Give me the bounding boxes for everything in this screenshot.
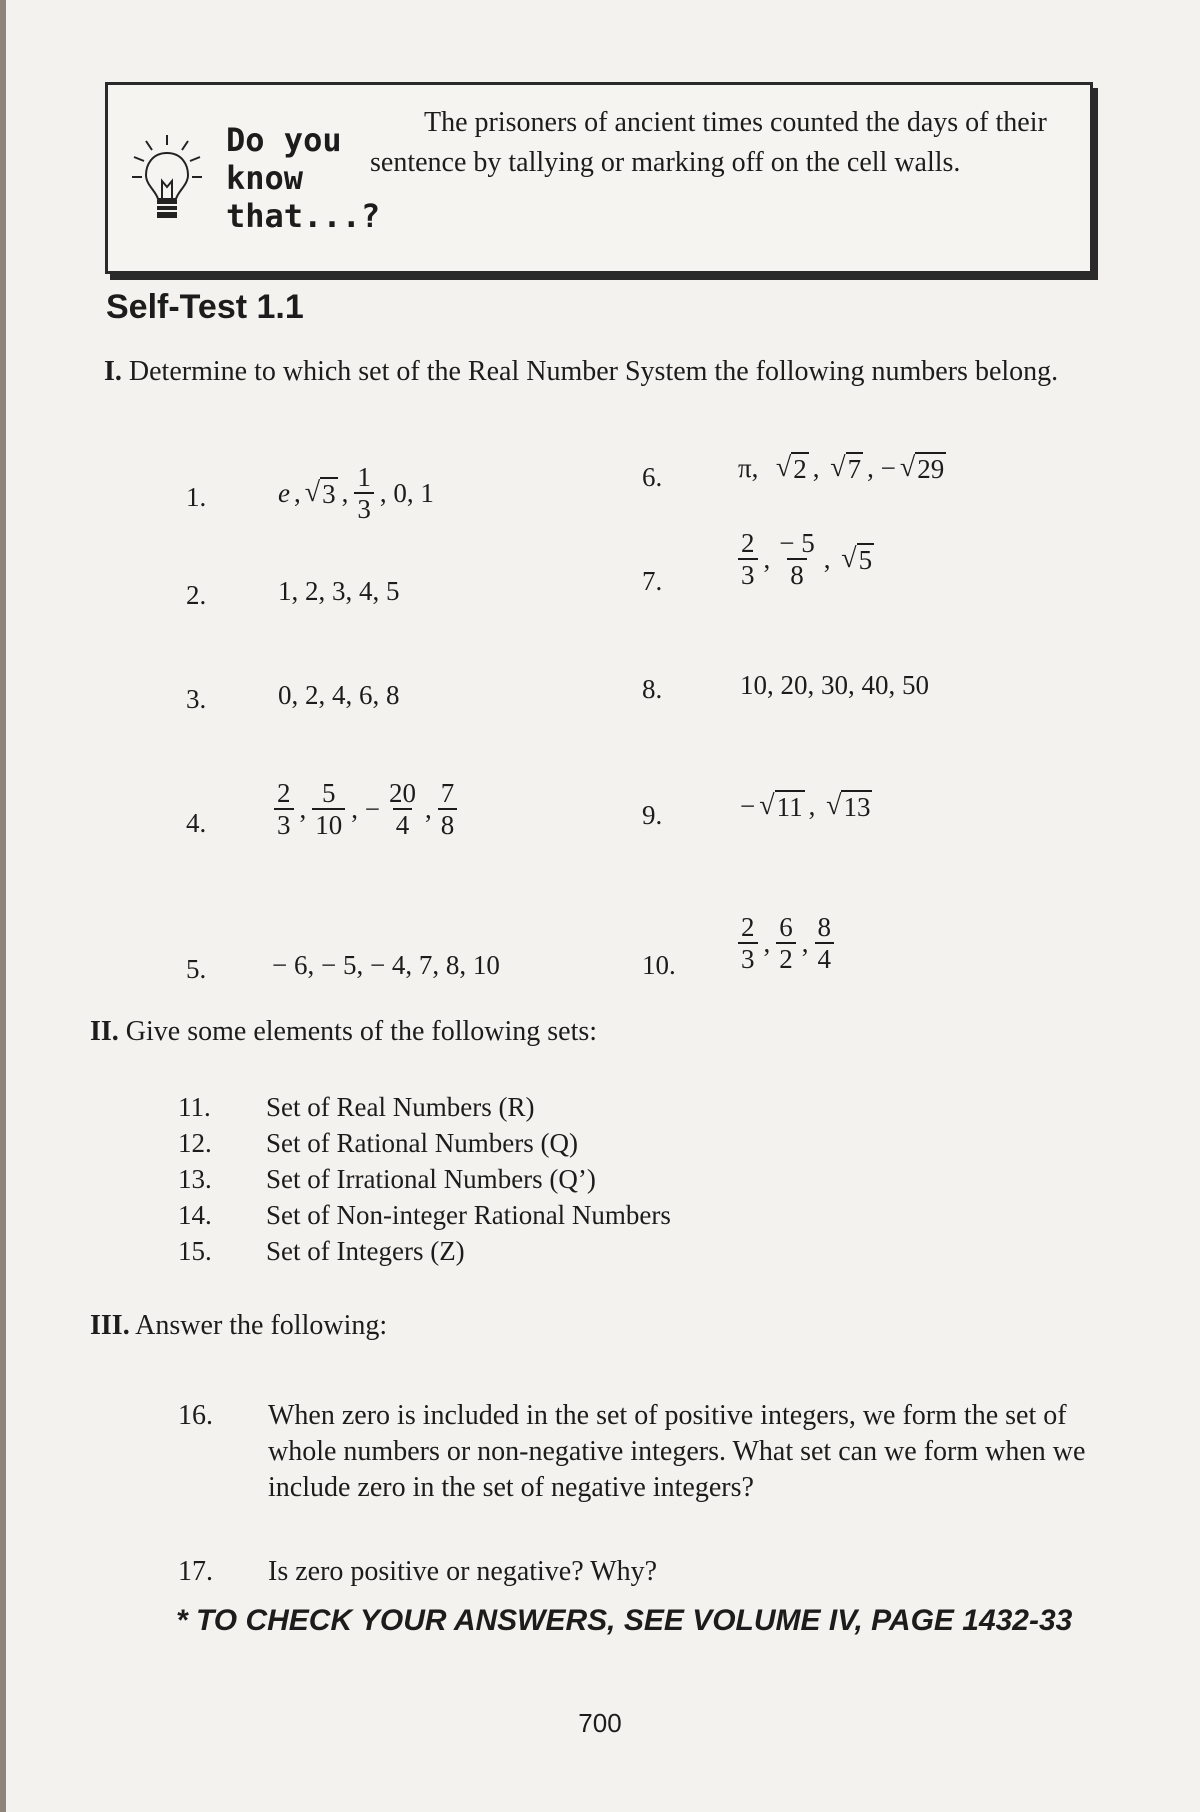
item-8-number: 8. xyxy=(642,674,663,704)
item-4-expression: $\frac{2}{3}$ , $\frac{5}{10}$ , − $\frac{20}{4}$ , $\frac{7}{8}$ xyxy=(272,778,459,840)
item-2-number: 2. xyxy=(186,580,207,610)
item-8-expression: 10, 20, 30, 40, 50 xyxy=(740,670,929,700)
part-1-instruction xyxy=(104,356,1114,388)
answer-key-note: * TO CHECK YOUR ANSWERS, SEE VOLUME IV, PAGE 1432-33 xyxy=(176,1604,1073,1637)
textbook-page: Do you know that...? The prisoners of ancient times counted the days of their sentence by tallying or marking off on the cell walls. Self-Test 1.1 I. Determine to which set of the Real Number System the following numbers belong. 1. e , √ 3 , $\frac{1}{3}$ , 0, 1 2. 1, 2, 3, 4, 5 3. 0, 2, 4, 6, 8 4. $\frac{2}{3}$ , $\frac{5}{10}$ , − $\frac{20}{4}$ , $\frac{7}{8}$ 5. − 6, − 5, − 4, 7, 8, 10 6. π, √ 2 , √ 7 , − √ 29 7. $\frac{2}{3}$ , $\frac{- 5}{8}$ , √ 5 8. 10, 20, 30, 40, 50 9. − √ 11 , √ 13 10. $\frac{2}{3}$ , $\frac{6}{2}$ , $\frac{8}{4}$ II. Give some elements of the following sets: 11. Set of Real Numbers (R) 12. Set of Rational Numbers (Q) 13. Set of Irrational Numbers (Q’) 14. Set of Non-integer Rational Numbers 15. Set of Integers (Z) III. Answer the following: 16. When zero is included in the set of positive integers, we form the set of whole numbers or non-negative integers. What set can we form when we include zero in the set of negative integers? 17. Is zero positive or negative? Why? * TO CHECK YOUR ANSWERS, SEE VOLUME IV, PAGE 1432-33 700 xyxy=(0,0,1200,1812)
item-6-number: 6. xyxy=(642,462,663,492)
item-7-expression: $\frac{2}{3}$ , $\frac{- 5}{8}$ , √ 5 xyxy=(736,528,874,590)
part-2-label: II. xyxy=(90,1016,119,1047)
item-1-number: 1. xyxy=(186,482,207,512)
item-1-expression: e , √ 3 , $\frac{1}{3}$ , 0, 1 xyxy=(278,462,434,524)
did-you-know-title: Do you know that...? xyxy=(226,121,381,235)
item-7-number: 7. xyxy=(642,566,663,596)
part-2-text: Give some elements of the following sets: xyxy=(125,1016,598,1047)
item-5-expression: − 6, − 5, − 4, 7, 8, 10 xyxy=(272,950,500,980)
item-3-number: 3. xyxy=(186,684,207,714)
question-16-text: When zero is included in the set of positive integers, we form the set of whole numbers or non-negative integers. What set can we form when we include zero in the set of negative integers? xyxy=(268,1400,1086,1503)
lightbulb-icon xyxy=(132,133,202,225)
question-17-text: Is zero positive or negative? Why? xyxy=(268,1556,658,1587)
page-edge xyxy=(0,0,6,1812)
part-1-label: I. xyxy=(104,356,122,387)
did-you-know-text: The prisoners of ancient times counted the days of their sentence by tallying or marking off on the cell walls. xyxy=(370,107,1047,178)
page-number: 700 xyxy=(578,1708,622,1738)
did-you-know-box xyxy=(105,82,1093,274)
item-6-expression: π, √ 2 , √ 7 , − √ 29 xyxy=(738,452,945,484)
part-3-label: III. xyxy=(90,1310,130,1341)
self-test-heading: Self-Test 1.1 xyxy=(106,288,304,326)
part-3-instruction xyxy=(90,1310,387,1342)
item-10-expression: $\frac{2}{3}$ , $\frac{6}{2}$ , $\frac{8}{4}$ xyxy=(736,912,836,974)
part-3-text: Answer the following: xyxy=(135,1310,388,1341)
item-2-expression: 1, 2, 3, 4, 5 xyxy=(278,576,400,606)
item-5-number: 5. xyxy=(186,954,207,984)
question-16-number: 16. xyxy=(178,1400,213,1431)
part-1-text: Determine to which set of the Real Number System the following numbers belong. xyxy=(128,356,1059,387)
item-3-expression: 0, 2, 4, 6, 8 xyxy=(278,680,400,710)
item-10-number: 10. xyxy=(642,950,676,980)
item-9-number: 9. xyxy=(642,800,663,830)
item-9-expression: − √ 11 , √ 13 xyxy=(740,790,871,822)
question-17-number: 17. xyxy=(178,1556,213,1587)
part-2-instruction xyxy=(90,1016,597,1048)
item-4-number: 4. xyxy=(186,808,207,838)
